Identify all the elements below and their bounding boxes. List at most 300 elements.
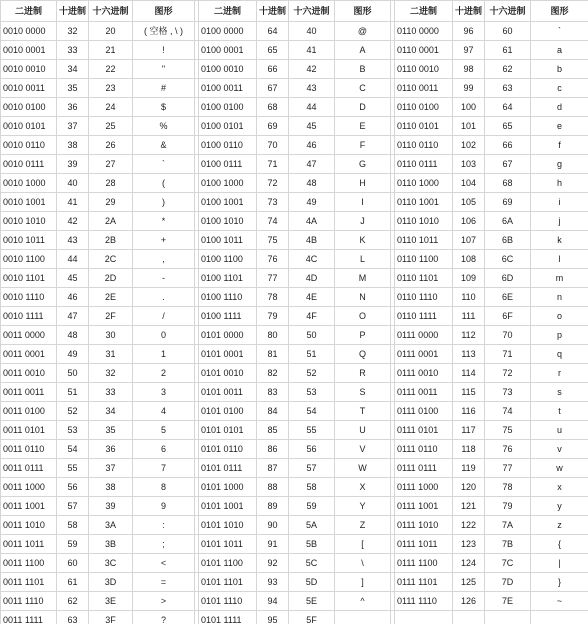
hex-cell: 4F [289, 307, 335, 326]
hex-cell: 4B [289, 231, 335, 250]
binary-cell: 0011 0111 [1, 459, 57, 478]
glyph-cell: Q [335, 345, 391, 364]
hex-cell: 39 [89, 497, 133, 516]
glyph-cell: ] [335, 573, 391, 592]
glyph-header: 图形 [531, 1, 588, 22]
binary-cell: 0010 1101 [1, 269, 57, 288]
glyph-cell: H [335, 174, 391, 193]
glyph-cell: O [335, 307, 391, 326]
hex-cell: 69 [485, 193, 531, 212]
hex-cell: 61 [485, 41, 531, 60]
hex-cell: 36 [89, 440, 133, 459]
hex-cell: 54 [289, 402, 335, 421]
hex-cell: 6E [485, 288, 531, 307]
binary-cell: 0010 0001 [1, 41, 57, 60]
binary-cell: 0101 0000 [199, 326, 257, 345]
binary-cell: 0111 1011 [395, 535, 453, 554]
glyph-cell: d [531, 98, 588, 117]
binary-cell: 0101 0010 [199, 364, 257, 383]
glyph-cell: F [335, 136, 391, 155]
hex-cell: 7A [485, 516, 531, 535]
glyph-cell: g [531, 155, 588, 174]
hex-cell: 75 [485, 421, 531, 440]
table-row [1, 117, 588, 136]
binary-cell: 0100 1100 [199, 250, 257, 269]
glyph-cell: = [133, 573, 195, 592]
glyph-cell: E [335, 117, 391, 136]
hex-cell: 77 [485, 459, 531, 478]
decimal-cell: 33 [57, 41, 89, 60]
binary-cell: 0010 0110 [1, 136, 57, 155]
decimal-cell: 69 [257, 117, 289, 136]
binary-cell: 0111 1101 [395, 573, 453, 592]
glyph-cell: | [531, 554, 588, 573]
table-row [1, 516, 588, 535]
binary-cell: 0111 0110 [395, 440, 453, 459]
binary-cell: 0110 1110 [395, 288, 453, 307]
hex-cell: 68 [485, 174, 531, 193]
decimal-cell: 77 [257, 269, 289, 288]
hex-cell: 60 [485, 22, 531, 41]
binary-cell: 0101 1010 [199, 516, 257, 535]
table-row [1, 383, 588, 402]
glyph-cell: x [531, 478, 588, 497]
decimal-cell: 122 [453, 516, 485, 535]
decimal-cell: 34 [57, 60, 89, 79]
glyph-cell: > [133, 592, 195, 611]
hex-cell: 2A [89, 212, 133, 231]
hex-cell: 34 [89, 402, 133, 421]
binary-cell: 0100 0001 [199, 41, 257, 60]
decimal-cell: 110 [453, 288, 485, 307]
binary-cell: 0111 1010 [395, 516, 453, 535]
binary-cell: 0100 1010 [199, 212, 257, 231]
glyph-cell: M [335, 269, 391, 288]
hex-cell: 58 [289, 478, 335, 497]
decimal-cell: 64 [257, 22, 289, 41]
binary-cell: 0100 1101 [199, 269, 257, 288]
hex-cell: 6C [485, 250, 531, 269]
hex-cell: 78 [485, 478, 531, 497]
header-row [1, 1, 588, 22]
glyph-cell: W [335, 459, 391, 478]
binary-cell: 0011 1000 [1, 478, 57, 497]
glyph-cell: q [531, 345, 588, 364]
hex-cell: 6B [485, 231, 531, 250]
binary-cell: 0010 0011 [1, 79, 57, 98]
decimal-cell: 72 [257, 174, 289, 193]
hex-header: 十六进制 [289, 1, 335, 22]
hex-cell: 3F [89, 611, 133, 624]
hex-cell: 5C [289, 554, 335, 573]
binary-cell: 0011 0011 [1, 383, 57, 402]
hex-cell: 7E [485, 592, 531, 611]
decimal-cell: 32 [57, 22, 89, 41]
hex-cell: 44 [289, 98, 335, 117]
binary-cell: 0111 1001 [395, 497, 453, 516]
hex-cell: 5A [289, 516, 335, 535]
binary-cell: 0110 0001 [395, 41, 453, 60]
hex-cell: 38 [89, 478, 133, 497]
binary-cell: 0111 1100 [395, 554, 453, 573]
binary-cell: 0100 1001 [199, 193, 257, 212]
hex-cell: 29 [89, 193, 133, 212]
hex-cell: 62 [485, 60, 531, 79]
hex-cell: 52 [289, 364, 335, 383]
decimal-cell: 50 [57, 364, 89, 383]
decimal-cell: 106 [453, 212, 485, 231]
hex-cell: 45 [289, 117, 335, 136]
glyph-cell: o [531, 307, 588, 326]
decimal-cell: 116 [453, 402, 485, 421]
decimal-cell: 40 [57, 174, 89, 193]
decimal-cell: 75 [257, 231, 289, 250]
hex-cell: 56 [289, 440, 335, 459]
decimal-cell: 46 [57, 288, 89, 307]
table-row [1, 497, 588, 516]
binary-cell: 0100 0101 [199, 117, 257, 136]
decimal-cell: 90 [257, 516, 289, 535]
hex-cell: 6A [485, 212, 531, 231]
binary-cell: 0011 1110 [1, 592, 57, 611]
decimal-cell: 101 [453, 117, 485, 136]
glyph-cell: e [531, 117, 588, 136]
binary-cell: 0011 0000 [1, 326, 57, 345]
decimal-cell: 59 [57, 535, 89, 554]
binary-cell: 0100 0110 [199, 136, 257, 155]
decimal-cell: 98 [453, 60, 485, 79]
binary-cell: 0111 0001 [395, 345, 453, 364]
hex-cell: 7C [485, 554, 531, 573]
decimal-cell: 36 [57, 98, 89, 117]
hex-cell: 70 [485, 326, 531, 345]
glyph-cell: B [335, 60, 391, 79]
binary-cell: 0101 1101 [199, 573, 257, 592]
decimal-cell: 112 [453, 326, 485, 345]
glyph-cell: A [335, 41, 391, 60]
decimal-cell: 52 [57, 402, 89, 421]
binary-cell [395, 611, 453, 624]
hex-header: 十六进制 [485, 1, 531, 22]
glyph-cell: R [335, 364, 391, 383]
decimal-cell: 51 [57, 383, 89, 402]
glyph-cell: Y [335, 497, 391, 516]
hex-cell: 51 [289, 345, 335, 364]
binary-cell: 0110 1011 [395, 231, 453, 250]
binary-cell: 0011 1101 [1, 573, 57, 592]
glyph-cell: C [335, 79, 391, 98]
decimal-cell: 70 [257, 136, 289, 155]
decimal-cell: 124 [453, 554, 485, 573]
table-row [1, 269, 588, 288]
hex-cell: 3A [89, 516, 133, 535]
glyph-cell: - [133, 269, 195, 288]
table-row [1, 79, 588, 98]
binary-cell: 0011 0101 [1, 421, 57, 440]
hex-cell [485, 611, 531, 624]
glyph-cell: u [531, 421, 588, 440]
binary-cell: 0010 0101 [1, 117, 57, 136]
hex-cell: 33 [89, 383, 133, 402]
decimal-cell: 125 [453, 573, 485, 592]
glyph-cell: % [133, 117, 195, 136]
glyph-cell: S [335, 383, 391, 402]
glyph-cell: + [133, 231, 195, 250]
hex-cell: 4E [289, 288, 335, 307]
hex-cell: 25 [89, 117, 133, 136]
binary-cell: 0101 1100 [199, 554, 257, 573]
decimal-cell: 74 [257, 212, 289, 231]
table-row [1, 98, 588, 117]
hex-cell: 40 [289, 22, 335, 41]
binary-cell: 0011 0110 [1, 440, 57, 459]
glyph-cell: G [335, 155, 391, 174]
binary-cell: 0010 1010 [1, 212, 57, 231]
hex-cell: 73 [485, 383, 531, 402]
hex-cell: 67 [485, 155, 531, 174]
hex-cell: 48 [289, 174, 335, 193]
glyph-header: 图形 [335, 1, 391, 22]
decimal-cell: 120 [453, 478, 485, 497]
hex-cell: 6F [485, 307, 531, 326]
glyph-cell: P [335, 326, 391, 345]
decimal-cell: 118 [453, 440, 485, 459]
glyph-cell: c [531, 79, 588, 98]
decimal-header: 十进制 [257, 1, 289, 22]
binary-cell: 0011 1011 [1, 535, 57, 554]
hex-cell: 66 [485, 136, 531, 155]
hex-cell: 43 [289, 79, 335, 98]
decimal-cell: 91 [257, 535, 289, 554]
decimal-cell: 93 [257, 573, 289, 592]
hex-cell: 22 [89, 60, 133, 79]
table-row [1, 193, 588, 212]
binary-cell: 0101 0110 [199, 440, 257, 459]
glyph-cell: T [335, 402, 391, 421]
decimal-cell: 115 [453, 383, 485, 402]
table-row [1, 174, 588, 193]
hex-cell: 42 [289, 60, 335, 79]
glyph-cell: r [531, 364, 588, 383]
decimal-cell: 68 [257, 98, 289, 117]
decimal-cell: 107 [453, 231, 485, 250]
glyph-header: 图形 [133, 1, 195, 22]
decimal-header: 十进制 [57, 1, 89, 22]
decimal-cell [453, 611, 485, 624]
decimal-cell: 84 [257, 402, 289, 421]
binary-cell: 0110 1001 [395, 193, 453, 212]
binary-cell: 0101 0100 [199, 402, 257, 421]
hex-cell: 20 [89, 22, 133, 41]
binary-cell: 0110 0010 [395, 60, 453, 79]
table-row [1, 136, 588, 155]
glyph-cell: @ [335, 22, 391, 41]
binary-cell: 0101 1001 [199, 497, 257, 516]
hex-cell: 3C [89, 554, 133, 573]
decimal-cell: 123 [453, 535, 485, 554]
binary-cell: 0011 0010 [1, 364, 57, 383]
binary-cell: 0101 1110 [199, 592, 257, 611]
binary-cell: 0010 1011 [1, 231, 57, 250]
hex-cell: 59 [289, 497, 335, 516]
table-row [1, 592, 588, 611]
hex-cell: 72 [485, 364, 531, 383]
glyph-cell: k [531, 231, 588, 250]
glyph-cell: } [531, 573, 588, 592]
decimal-cell: 81 [257, 345, 289, 364]
decimal-cell: 114 [453, 364, 485, 383]
hex-cell: 3D [89, 573, 133, 592]
binary-cell: 0101 1111 [199, 611, 257, 624]
decimal-cell: 80 [257, 326, 289, 345]
table-row [1, 326, 588, 345]
decimal-cell: 83 [257, 383, 289, 402]
glyph-cell: s [531, 383, 588, 402]
binary-cell: 0010 1001 [1, 193, 57, 212]
table-row [1, 364, 588, 383]
decimal-cell: 97 [453, 41, 485, 60]
hex-cell: 49 [289, 193, 335, 212]
binary-cell: 0100 0000 [199, 22, 257, 41]
glyph-cell: b [531, 60, 588, 79]
hex-cell: 4D [289, 269, 335, 288]
glyph-cell: \ [335, 554, 391, 573]
decimal-cell: 126 [453, 592, 485, 611]
hex-cell: 7D [485, 573, 531, 592]
glyph-cell: I [335, 193, 391, 212]
glyph-cell: [ [335, 535, 391, 554]
glyph-cell: K [335, 231, 391, 250]
glyph-cell: $ [133, 98, 195, 117]
decimal-cell: 99 [453, 79, 485, 98]
decimal-cell: 88 [257, 478, 289, 497]
binary-cell: 0101 0101 [199, 421, 257, 440]
glyph-cell: 7 [133, 459, 195, 478]
binary-cell: 0100 1110 [199, 288, 257, 307]
glyph-cell: a [531, 41, 588, 60]
binary-cell: 0111 0101 [395, 421, 453, 440]
glyph-cell: 1 [133, 345, 195, 364]
binary-cell: 0110 1010 [395, 212, 453, 231]
glyph-cell: ( 空格 , \ ) [133, 22, 195, 41]
glyph-cell: V [335, 440, 391, 459]
binary-header: 二进制 [199, 1, 257, 22]
glyph-cell: ^ [335, 592, 391, 611]
hex-cell: 4A [289, 212, 335, 231]
table-row [1, 231, 588, 250]
hex-cell: 63 [485, 79, 531, 98]
glyph-cell: : [133, 516, 195, 535]
table-row [1, 22, 588, 41]
glyph-cell: ` [531, 22, 588, 41]
decimal-cell: 61 [57, 573, 89, 592]
decimal-cell: 63 [57, 611, 89, 624]
decimal-cell: 53 [57, 421, 89, 440]
decimal-cell: 54 [57, 440, 89, 459]
binary-cell: 0111 0010 [395, 364, 453, 383]
decimal-cell: 89 [257, 497, 289, 516]
binary-cell: 0110 0101 [395, 117, 453, 136]
hex-header: 十六进制 [89, 1, 133, 22]
glyph-cell: < [133, 554, 195, 573]
binary-cell: 0110 0111 [395, 155, 453, 174]
glyph-cell: ~ [531, 592, 588, 611]
glyph-cell [531, 611, 588, 624]
hex-cell: 37 [89, 459, 133, 478]
decimal-cell: 65 [257, 41, 289, 60]
binary-cell: 0111 0011 [395, 383, 453, 402]
decimal-cell: 71 [257, 155, 289, 174]
decimal-cell: 111 [453, 307, 485, 326]
glyph-cell: , [133, 250, 195, 269]
table-row [1, 421, 588, 440]
decimal-cell: 79 [257, 307, 289, 326]
hex-cell: 2B [89, 231, 133, 250]
table-row [1, 212, 588, 231]
hex-cell: 28 [89, 174, 133, 193]
hex-cell: 64 [485, 98, 531, 117]
hex-cell: 74 [485, 402, 531, 421]
glyph-cell: # [133, 79, 195, 98]
binary-cell: 0110 1101 [395, 269, 453, 288]
binary-cell: 0110 0100 [395, 98, 453, 117]
glyph-cell: ` [133, 155, 195, 174]
decimal-cell: 49 [57, 345, 89, 364]
binary-cell: 0111 0000 [395, 326, 453, 345]
binary-cell: 0111 1110 [395, 592, 453, 611]
binary-cell: 0010 1111 [1, 307, 57, 326]
glyph-cell: ? [133, 611, 195, 624]
binary-cell: 0100 0010 [199, 60, 257, 79]
binary-cell: 0010 1100 [1, 250, 57, 269]
decimal-cell: 82 [257, 364, 289, 383]
hex-cell: 5B [289, 535, 335, 554]
hex-cell: 53 [289, 383, 335, 402]
table-header [1, 1, 588, 22]
hex-cell: 47 [289, 155, 335, 174]
binary-cell: 0110 1100 [395, 250, 453, 269]
decimal-cell: 58 [57, 516, 89, 535]
decimal-cell: 43 [57, 231, 89, 250]
decimal-cell: 76 [257, 250, 289, 269]
table-row [1, 288, 588, 307]
hex-cell: 50 [289, 326, 335, 345]
binary-cell: 0110 1000 [395, 174, 453, 193]
table-row [1, 307, 588, 326]
binary-cell: 0110 1111 [395, 307, 453, 326]
binary-cell: 0010 0111 [1, 155, 57, 174]
decimal-cell: 37 [57, 117, 89, 136]
hex-cell: 41 [289, 41, 335, 60]
decimal-cell: 117 [453, 421, 485, 440]
binary-cell: 0010 0100 [1, 98, 57, 117]
binary-cell: 0100 0011 [199, 79, 257, 98]
decimal-cell: 92 [257, 554, 289, 573]
table-row [1, 611, 588, 624]
glyph-cell: . [133, 288, 195, 307]
hex-cell: 2D [89, 269, 133, 288]
table-row [1, 573, 588, 592]
hex-cell: 30 [89, 326, 133, 345]
hex-cell: 7B [485, 535, 531, 554]
binary-cell: 0011 0001 [1, 345, 57, 364]
decimal-cell: 45 [57, 269, 89, 288]
glyph-cell: ) [133, 193, 195, 212]
decimal-cell: 48 [57, 326, 89, 345]
decimal-cell: 113 [453, 345, 485, 364]
glyph-cell: n [531, 288, 588, 307]
glyph-cell: 5 [133, 421, 195, 440]
